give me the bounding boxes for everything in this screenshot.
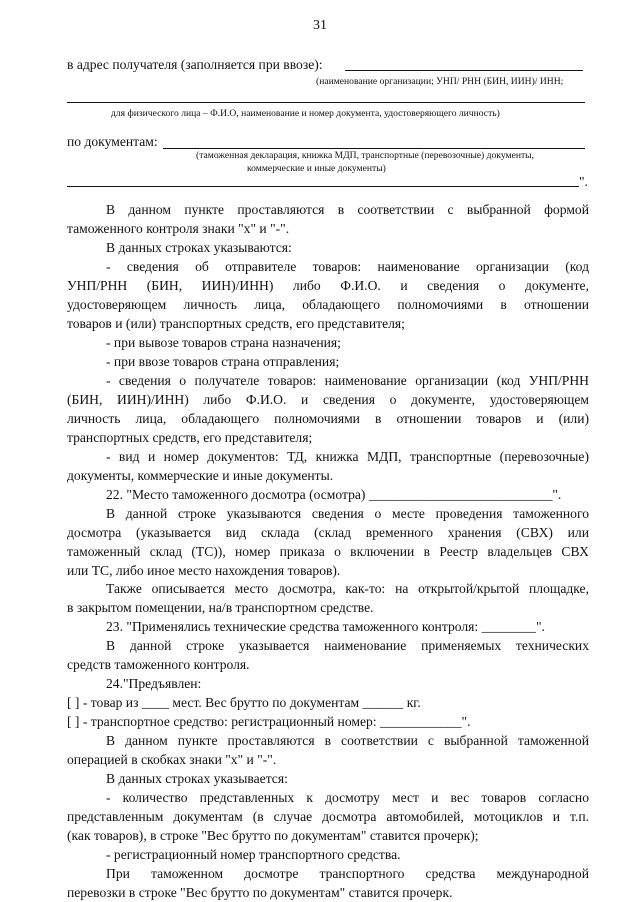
text-line: При таможенном досмотре транспортного средства международной [106, 866, 589, 881]
text-line: 23. "Применялись технические средства таможенного контроля: ________". [106, 619, 545, 635]
text-line: таможенный склад (ТС)), номер приказа о включении в Реестр владельцев СВХ [67, 543, 589, 559]
text-line: - при вывозе товаров страна назначения; [106, 334, 341, 350]
recipient-address-note: (наименование организации; УНП/ РНН (БИН, ИИН)/ ИНН; [316, 76, 564, 87]
text-line: [ ] - транспортное средство: регистрационный номер: ____________". [67, 714, 471, 730]
documents-line-2 [67, 186, 579, 187]
text-line: (БИН, ИИН)/ИНН) либо Ф.И.О. и сведения о документе, удостоверяющем [67, 391, 589, 407]
text-line: В данных строках указывается: [106, 771, 288, 787]
text-line: (как товаров), в строке "Вес брутто по документам" ставится прочерк); [67, 828, 479, 844]
text-line: В данной строке указываются сведения о месте проведения таможенного [106, 505, 589, 521]
text-line: УНП/РНН (БИН, ИИН)/ИНН) либо Ф.И.О. и сведения о документе, [67, 277, 589, 293]
page-number: 31 [313, 18, 327, 33]
text-line: [ ] - товар из ____ мест. Вес брутто по документам ______ кг. [67, 695, 421, 711]
recipient-person-line [67, 102, 585, 103]
text-line: средств таможенного контроля. [67, 657, 250, 673]
documents-line [163, 148, 585, 149]
text-line: товаров и (или) транспортных средств, его представителя; [67, 315, 405, 331]
text-line: Также описывается место досмотра, как-то: на открытой/крытой площадке, [106, 581, 589, 597]
text-line: перевозки в строке "Вес брутто по документам" ставится прочерк. [67, 885, 453, 900]
text-line: представленным документам (в случае досмотра автомобилей, мотоциклов и т.п. [67, 809, 589, 825]
documents-note-2: коммерческие и иные документы) [247, 163, 386, 174]
recipient-address-label: в адрес получателя (заполняется при ввозе): [67, 57, 323, 72]
text-line: - сведения о получателе товаров: наименование организации (код УНП/РНН [106, 372, 589, 388]
text-line: - вид и номер документов: ТД, книжка МДП, транспортные (перевозочные) [106, 448, 589, 464]
text-line: транспортных средств, его представителя; [67, 429, 313, 445]
text-line: - количество представленных к досмотру мест и вес товаров согласно [106, 790, 589, 806]
text-line: 22. "Место таможенного досмотра (осмотра) ___________________________". [106, 486, 562, 502]
text-line: 24."Предъявлен: [106, 676, 202, 692]
text-line: операцией в скобках знаки "х" и "-". [67, 752, 277, 768]
text-line: В данном пункте проставляются в соответствии с выбранной таможенной [106, 733, 589, 749]
text-line: досмотра (указывается вид склада (склад временного хранения (СВХ) или [67, 524, 589, 540]
text-line: документы, коммерческие и иные документы. [67, 467, 334, 483]
text-line: таможенного контроля знаки "х" и "-". [67, 221, 290, 236]
text-line: В данной строке указывается наименование применяемых технических [106, 638, 589, 654]
text-line: - при ввозе товаров страна отправления; [106, 353, 340, 369]
text-line: - сведения об отправителе товаров: наименование организации (код [106, 258, 589, 274]
recipient-address-line [345, 70, 583, 71]
text-line: удостоверяющем личность лица, обладающего полномочиями в отношении [67, 296, 589, 312]
text-line: личность лица, обладающего полномочиями в отношении товаров и (или) [67, 410, 589, 426]
text-line: В данном пункте проставляются в соответствии с выбранной формой [106, 202, 589, 217]
text-line: - регистрационный номер транспортного средства. [106, 847, 401, 863]
documents-note-1: (таможенная декларация, книжка МДП, транспортные (перевозочные) документы, [196, 150, 535, 161]
documents-label: по документам: [67, 134, 158, 149]
text-line: В данных строках указываются: [106, 239, 292, 255]
recipient-person-note: для физического лица – Ф.И.О, наименование и номер документа, удостоверяющего личность) [111, 108, 500, 119]
text-line: в закрытом помещении, на/в транспортном средстве. [67, 600, 374, 616]
text-line: или ТС, либо иное место нахождения товаров). [67, 562, 341, 578]
documents-end: ". [579, 174, 588, 189]
